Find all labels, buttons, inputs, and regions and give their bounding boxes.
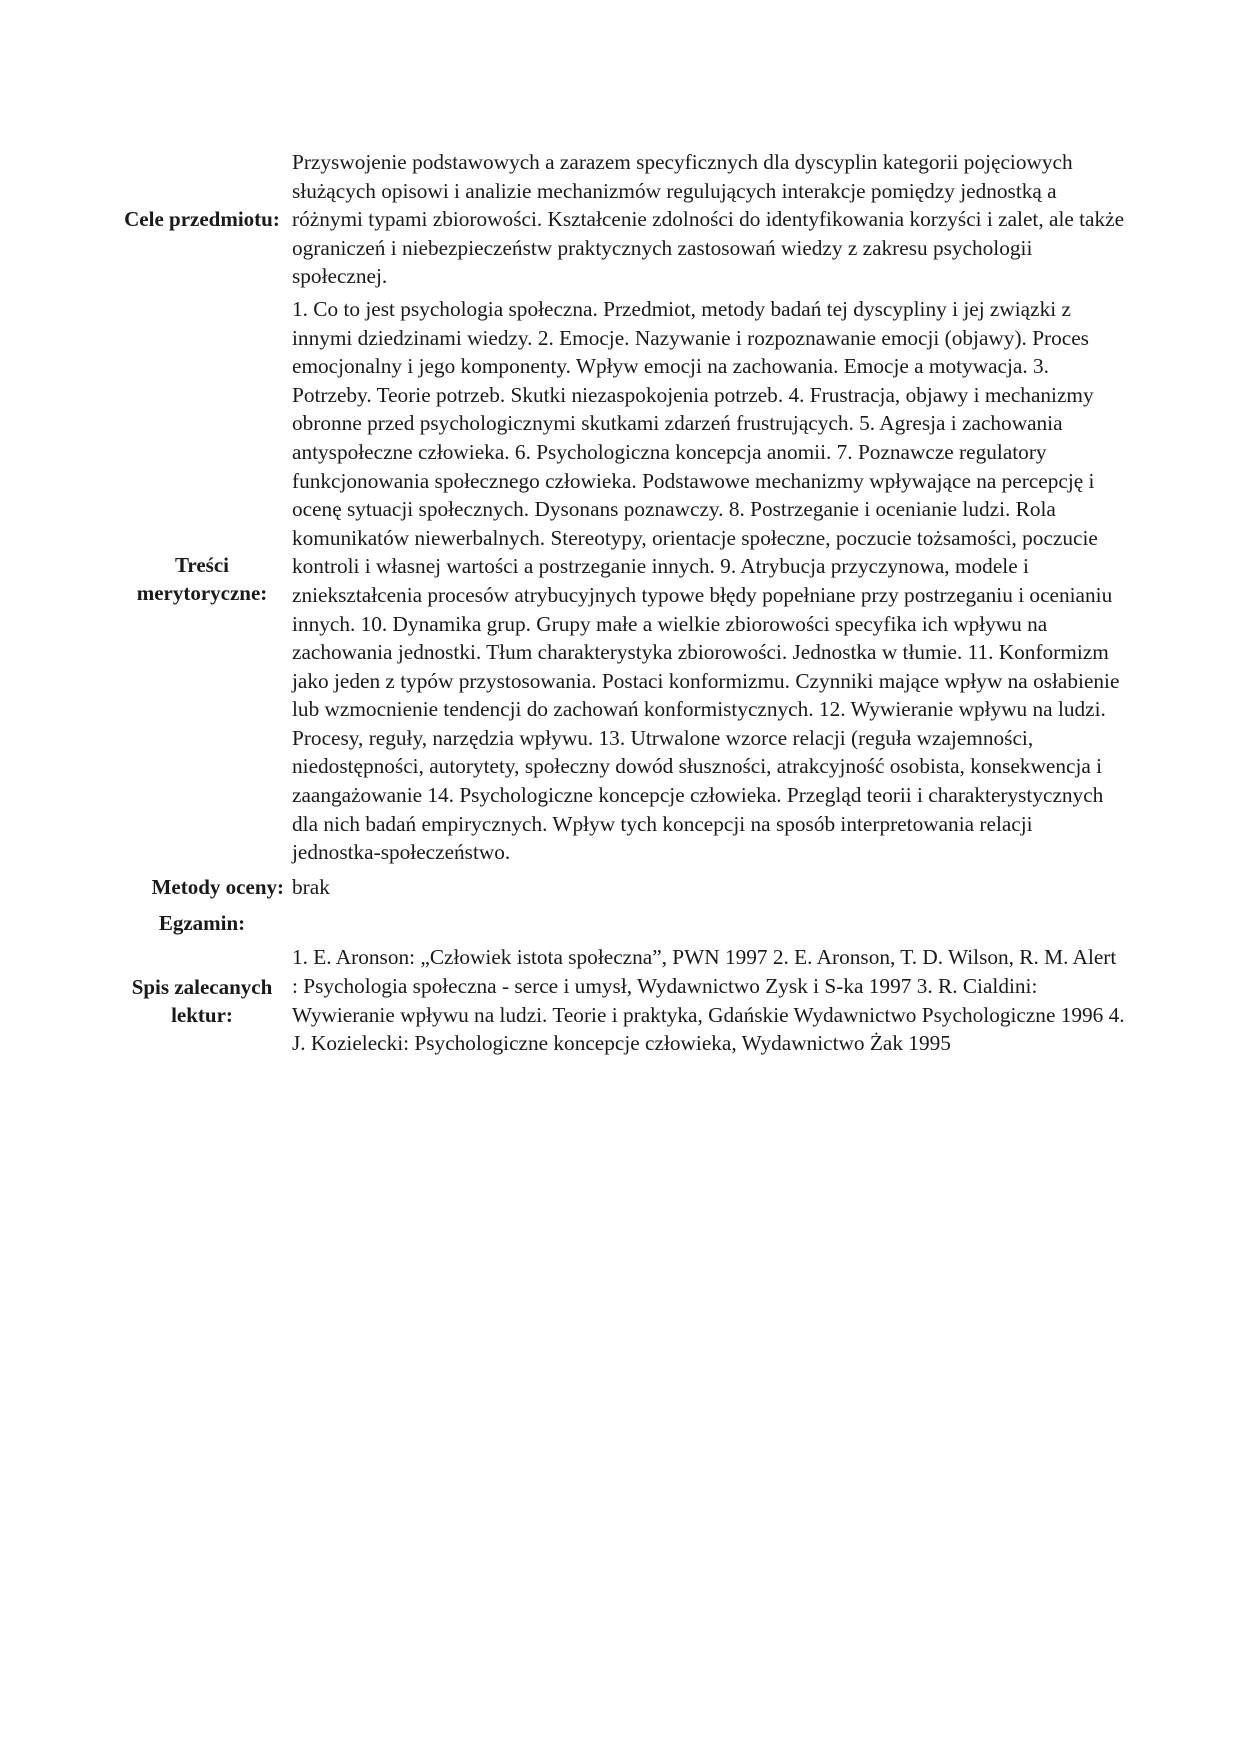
value-egzamin bbox=[288, 901, 1125, 937]
label-egzamin: Egzamin: bbox=[158, 911, 246, 936]
label-metody-oceny: Metody oceny: bbox=[151, 875, 284, 900]
value-spis-zalecanych-lektur: 1. E. Aronson: „Człowiek istota społeczna”, PWN 1997 2. E. Aronson, T. D. Wilson, R. M. Alert : Psychologia społeczna - serce i umysł, Wydawnictwo Zysk i S-ka 1997 3. R. Cialdini: Wywieranie wpływu na ludzi. Teorie i praktyka, Gdańskie Wydawnictwo Psychologiczne 1996 4. J. Kozielecki: Psychologiczne koncepcje człowieka, Wydawnictwo Żak 1995 bbox=[292, 945, 1125, 1056]
row-egzamin bbox=[120, 901, 1125, 937]
value-cele-przedmiotu: Przyswojenie podstawowych a zarazem specyficznych dla dyscyplin kategorii pojęciowych służących opisowi i analizie mechanizmów regulujących interakcje pomiędzy jednostką a różnymi typami zbiorowości. Kształcenie zdolności do identyfikowania korzyści i zalet, ale także ograniczeń i niebezpieczeństw praktycznych zastosowań wiedzy z zakresu psychologii społecznej. bbox=[292, 150, 1125, 289]
row-tresci-merytoryczne bbox=[120, 291, 1125, 867]
syllabus-page bbox=[120, 148, 1125, 1058]
row-metody-oceny bbox=[120, 867, 1125, 902]
value-metody-oceny: brak bbox=[292, 874, 330, 899]
row-spis-lektur bbox=[120, 937, 1125, 1057]
row-cele-przedmiotu bbox=[120, 148, 1125, 291]
label-spis-zalecanych-lektur: Spis zalecanych lektur: bbox=[131, 974, 273, 1027]
label-cele-przedmiotu: Cele przedmiotu: bbox=[124, 207, 280, 232]
value-tresci-merytoryczne: 1. Co to jest psychologia społeczna. Przedmiot, metody badań tej dyscypliny i jej związki z innymi dziedzinami wiedzy. 2. Emocje. Nazywanie i rozpoznawanie emocji (objawy). Proces emocjonalny i jego komponenty. Wpływ emocji na zachowania. Emocje a motywacja. 3. Potrzeby. Teorie potrzeb. Skutki niezaspokojenia potrzeb. 4. Frustracja, objawy i mechanizmy obronne przed psychologicznymi skutkami zdarzeń frustrujących. 5. Agresja i zachowania antyspołeczne człowieka. 6. Psychologiczna koncepcja anomii. 7. Poznawcze regulatory funkcjonowania społecznego człowieka. Podstawowe mechanizmy wpływające na percepcję i ocenę sytuacji społecznych. Dysonans poznawczy. 8. Postrzeganie i ocenianie ludzi. Rola komunikatów niewerbalnych. Stereotypy, orientacje społeczne, poczucie tożsamości, poczucie kontroli i własnej wartości a postrzeganie innych. 9. Atrybucja przyczynowa, modele i zniekształcenia procesów atrybucyjnych typowe błędy popełniane przy postrzeganiu i ocenianiu innych. 10. Dynamika grup. Grupy małe a wielkie zbiorowości specyfika ich wpływu na zachowania jednostki. Tłum charakterystyka zbiorowości. Jednostka w tłumie. 11. Konformizm jako jeden z typów przystosowania. Postaci konformizmu. Czynniki mające wpływ na osłabienie lub wzmocnienie tendencji do zachowań konformistycznych. 12. Wywieranie wpływu na ludzi. Procesy, reguły, narzędzia wpływu. 13. Utrwalone wzorce relacji (reguła wzajemności, niedostępności, autorytety, społeczny dowód słuszności, atrakcyjność osobista, konsekwencja i zaangażowanie 14. Psychologiczne koncepcje człowieka. Przegląd teorii i charakterystycznych dla nich badań empirycznych. Wpływ tych koncepcji na sposób interpretowania relacji jednostka-społeczeństwo. bbox=[292, 296, 1120, 865]
syllabus-table bbox=[120, 148, 1125, 1058]
label-tresci-merytoryczne: Treści merytoryczne: bbox=[136, 552, 268, 605]
